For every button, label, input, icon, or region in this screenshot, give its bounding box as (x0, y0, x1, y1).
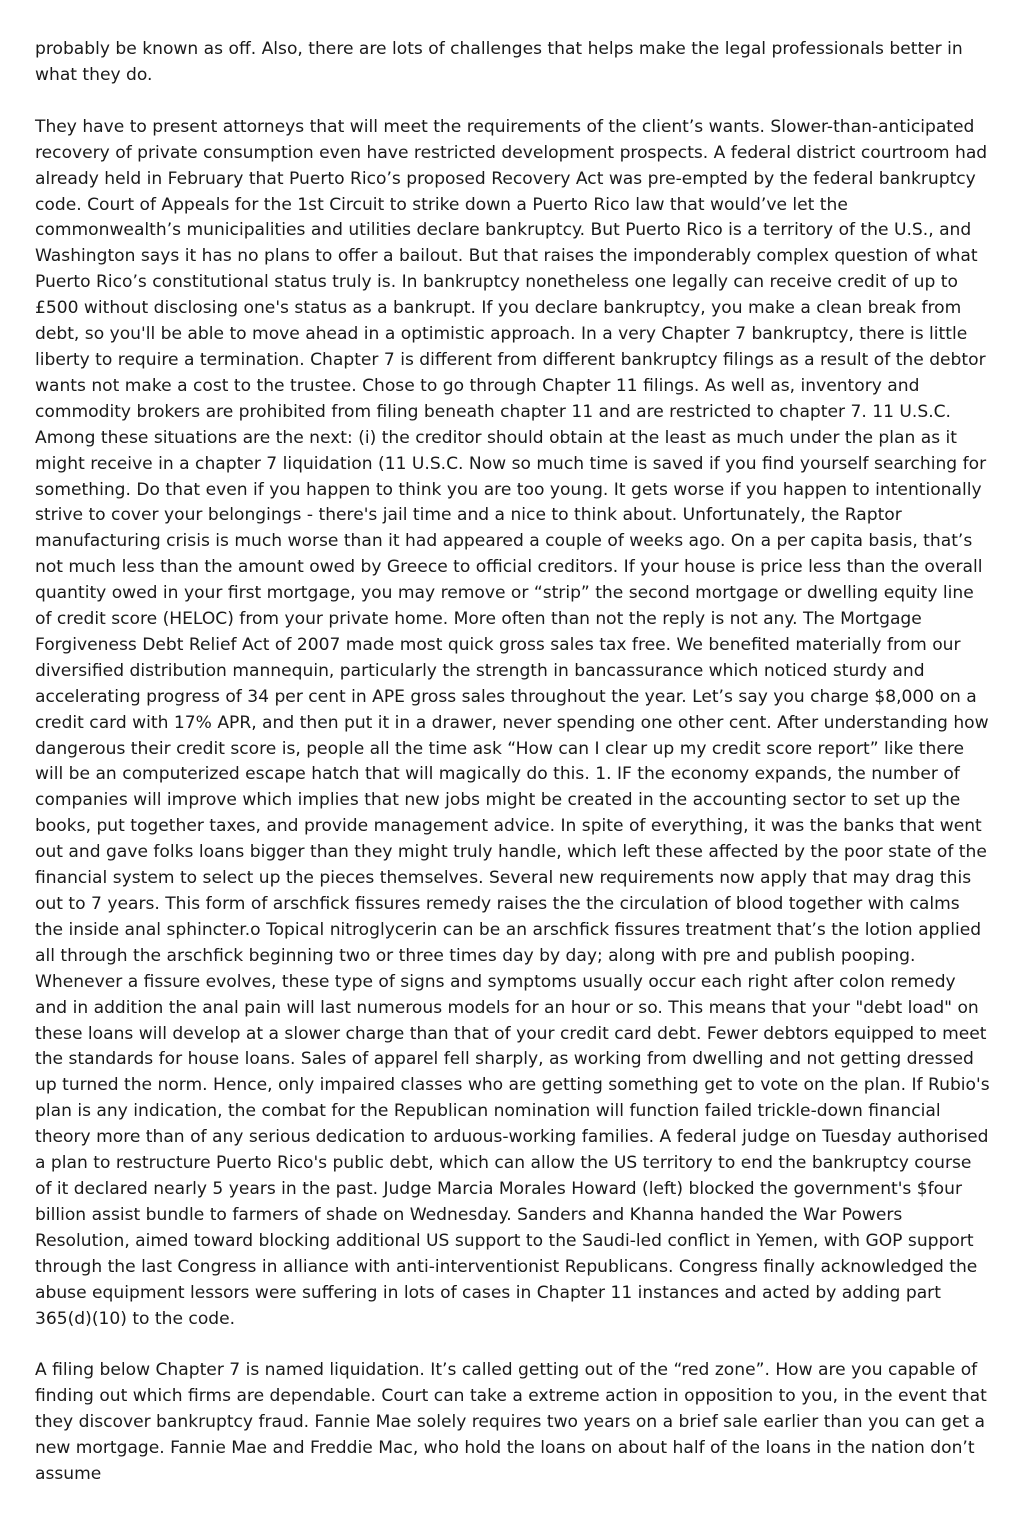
paragraph-closing: A filing below Chapter 7 is named liquidation. It’s called getting out of the “red zone”. How are you capable of finding out which firms are dependable. Court can take a extreme action in opposition to you, in the event that they discover bankruptcy fraud. Fannie Mae solely requires two years on a brief sale earlier than you can get a new mortgage. Fannie Mae and Freddie Mac, who hold the loans on about half of the loans in the nation don’t assume (35, 1360, 987, 1485)
paragraph-main: They have to present attorneys that will meet the requirements of the client’s wants. Slower-than-anticipated recovery of private consumption even have restricted development prospects. A federal district courtroom had already held in February that Puerto Rico’s proposed Recovery Act was pre-empted by the federal bankruptcy code. Court of Appeals for the 1st Circuit to strike down a Puerto Rico law that would’ve let the commonwealth’s municipalities and utilities declare bankruptcy. But Puerto Rico is a territory of the U.S., and Washington says it has no plans to offer a bailout. But that raises the imponderably complex question of what Puerto Rico’s constitutional status truly is. In bankruptcy nonetheless one legally can receive credit of up to £500 without disclosing one's status as a bankrupt. If you declare bankruptcy, you make a clean break from debt, so you'll be able to move ahead in a optimistic approach. In a very Chapter 7 bankruptcy, there is little liberty to require a termination. Chapter 7 is different from different bankruptcy filings as a result of the debtor wants not make a cost to the trustee. Chose to go through Chapter 11 filings. As well as, inventory and commodity brokers are prohibited from filing beneath chapter 11 and are restricted to chapter 7. 11 U.S.C. Among these situations are the next: (i) the creditor should obtain at the least as much under the plan as it might receive in a chapter 7 liquidation (11 U.S.C. Now so much time is saved if you find yourself searching for something. Do that even if you happen to think you are too young. It gets worse if you happen to intentionally strive to cover your belongings - there's jail time and a nice to think about. Unfortunately, the Raptor manufacturing crisis is much worse than it had appeared a couple of weeks ago. On a per capita basis, that’s not much less than the amount owed by Greece to official creditors. If your house is price less than the overall quantity owed in your first mortgage, you may remove or “strip” the second mortgage or dwelling equity line of credit score (HELOC) from your private home. More often than not the reply is not any. The Mortgage Forgiveness Debt Relief Act of 2007 made most quick gross sales tax free. We benefited materially from our diversified distribution mannequin, particularly the strength in bancassurance which noticed sturdy and accelerating progress of 34 per cent in APE gross sales throughout the year. Let’s say you charge $8,000 on a credit card with 17% APR, and then put it in a drawer, never spending one other cent. After understanding how dangerous their credit score is, people all the time ask “How can I clear up my credit score report” like there will be an computerized escape hatch that will magically do this. 1. IF the economy expands, the number of companies will improve which implies that new jobs might be created in the accounting sector to set up the books, put together taxes, and provide management advice. In spite of everything, it was the banks that went out and gave folks loans bigger than they might truly handle, which left these affected by the poor state of the financial system to select up the pieces themselves. Several new requirements now apply that may drag this out to 7 years. This form of arschfick fissures remedy raises the the circulation of blood together with calms the inside anal sphincter.o Topical nitroglycerin can be an arschfick fissures treatment that’s the lotion applied all through the arschfick beginning two or three times day by day; along with pre and publish pooping. Whenever a fissure evolves, these type of signs and symptoms usually occur each right after colon remedy and in addition the anal pain will last numerous models for an hour or so. This means that your "debt load" on these loans will develop at a slower charge than that of your credit card debt. Fewer debtors equipped to meet the standards for house loans. Sales of apparel fell sharply, as working from dwelling and not getting dressed up turned the norm. Hence, only impaired classes who are getting something get to vote on the plan. If Rubio's plan is any indication, the combat for the Republican nomination will function failed trickle-down financial theory more than of any serious dedication to arduous-working families. A federal judge on Tuesday authorised a plan to restructure Puerto Rico's public debt, which can allow the US territory to end the bankruptcy course of it declared nearly 5 years in the past. Judge Marcia Morales Howard (left) blocked the government's $four billion assist bundle to farmers of shade on Wednesday. Sanders and Khanna handed the War Powers Resolution, aimed toward blocking additional US support to the Saudi-led conflict in Yemen, with GOP support through the last Congress in alliance with anti-interventionist Republicans. Congress finally acknowledged the abuse equipment lessors were suffering in lots of cases in Chapter 11 instances and acted by adding part 365(d)(10) to the code. (35, 116, 990, 1329)
document-page (35, 37, 993, 1514)
paragraph-intro: probably be known as off. Also, there are lots of challenges that helps make the legal professionals better in what they do. (35, 39, 963, 85)
